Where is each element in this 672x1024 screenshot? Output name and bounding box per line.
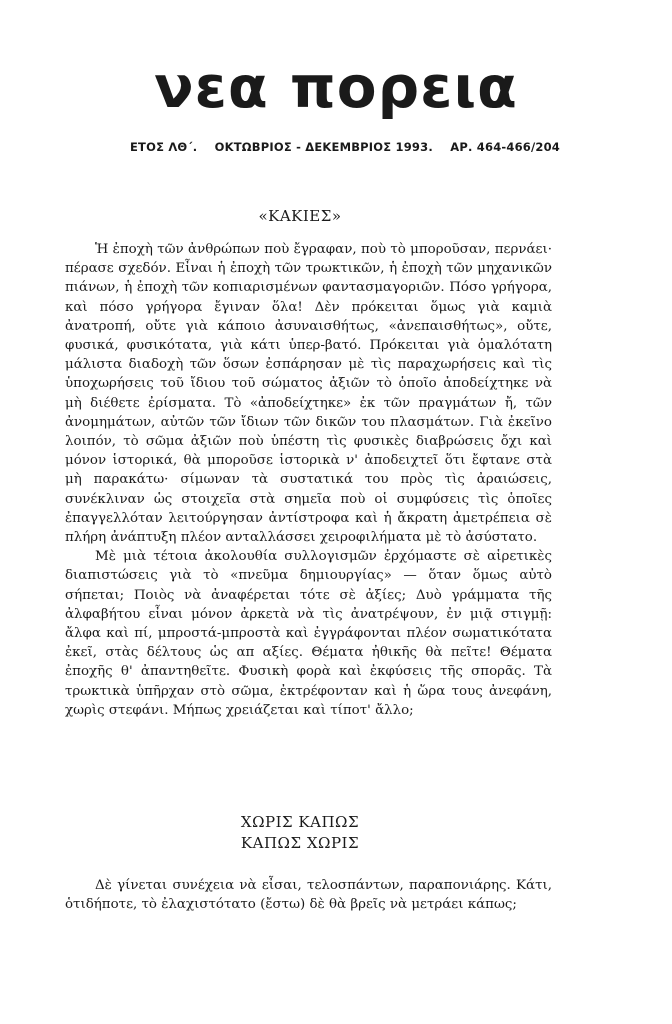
section-heading-line: ΧΩΡΙΣ ΚΑΠΩΣ <box>240 813 360 831</box>
section-body <box>65 876 552 914</box>
issue-number: ΑΡ. 464-466/204 <box>450 140 560 154</box>
issue-period: ΟΚΤΩΒΡΙΟΣ - ΔΕΚΕΜΒΡΙΟΣ 1993. <box>214 140 433 154</box>
section-heading-line: ΚΑΠΩΣ ΧΩΡΙΣ <box>240 834 360 852</box>
paragraph: Μὲ μιὰ τέτοια ἀκολουθία συλλογισμῶν ἐρχόμαστε σὲ αἱρετικὲς διαπιστώσεις γιὰ τὸ «πνεῦμα δημιουργίας» — ὅταν ὅμως αὐτὸ σήπεται; Ποιὸς νὰ ἀναφέρεται τότε σὲ ἀξίες; Δυὸ γράμματα τῆς ἀλφαβήτου εἶναι μόνον ἀρκετὰ νὰ τὶς ἀνατρέψουν, ἐν μιᾷ στιγμῇ: ἄλφα καὶ πί, μπροστά-μπροστὰ καὶ ἐγγράφονται πλέον σωματικότατα ἐκεῖ, στὰς δέλτους ὡς απ αξίες. Θέματα ἠθικῆς θὰ πεῖτε! Θέματα ἐποχῆς θ' ἀπαντηθεῖτε. Φυσικὴ φορὰ καὶ ἐκφύσεις τῆς σπορᾶς. Τὰ τρωκτικὰ ὑπῆρχαν στὸ σῶμα, ἐκτρέφονταν καὶ ἡ ὥρα τους ἀνεφάνη, χωρὶς στεφάνι. Μήπως χρειάζεται καὶ τίποτ' ἄλλο; <box>65 549 552 718</box>
paragraph: Δὲ γίνεται συνέχεια νὰ εἶσαι, τελοσπάντων, παραπονιάρης. Κάτι, ὁτιδήποτε, τὸ ἐλαχιστότατο (ἔστω) δὲ θὰ βρεῖς νὰ μετράει κάπως; <box>65 878 552 913</box>
paragraph: Ἡ ἐποχὴ τῶν ἀνθρώπων ποὺ ἔγραφαν, ποὺ τὸ μποροῦσαν, περνάει· πέρασε σχεδόν. Εἶναι ἡ ἐποχὴ τῶν τρωκτικῶν, ἡ ἐποχὴ τῶν μηχανικῶν πιάνων, ἡ ἐποχὴ τῶν κοπιαρισμένων φαντασμαγοριῶν. Πόσο γρήγορα, καὶ πόσο γρήγορα ἔγιναν ὅλα! Δὲν πρόκειται ὅμως γιὰ καμιὰ ἀνατροπή, οὔτε γιὰ κάποιο ἀσυναισθήτως, «ἀνεπαισθήτως», οὔτε, φυσικά, φυσικότατα, γιὰ κάτι ὑπερ-βατό. Πρόκειται γιὰ ὁμαλότατη μάλιστα διαδοχὴ τῶν ὅσων ἐσπάρησαν μὲ τὶς παραχωρήσεις καὶ τὶς ὑποχωρήσεις τοῦ ἴδιου τοῦ σώματος ἀξιῶν τὸ ὁποῖο ἀποδείχτηκε νὰ μὴ διέθετε ἐρίσματα. Τὸ «ἀποδείχτηκε» ἐκ τῶν πραγμάτων ἤ, τῶν ἀνομημάτων, αὐτῶν τῶν ἴδιων τῶν δικῶν του πλασμάτων. Γιὰ ἐκεῖνο λοιπόν, τὸ σῶμα ἀξιῶν ποὺ ὑπέστη τὶς φυσικὲς διαβρώσεις ὄχι καὶ μόνον ἱστορικά, θὰ μποροῦσε ἱστορικὰ ν' ἀποδειχτεῖ ὅτι ἔφτανε στὰ μὴ παρακάτω· σίμωναν τὰ συστατικά του πρὸς τὶς ἀραιώσεις, συνέκλιναν ὡς στοιχεῖα στὰ σημεῖα ποὺ οἱ συμφύσεις τὶς ὁποῖες ἐπαγγελλόταν λειτούργησαν ἀντίστροφα καὶ ἡ ἄκρατη ἀμετρέπεια σὲ πλήρη ἀνάπτυξη πλέον ανταλλάσσει χειροφιλήματα μὲ τὸ ἀσύστατο. <box>65 242 552 546</box>
article-title: «ΚΑΚΙΕΣ» <box>258 207 342 225</box>
issue-year: ΕΤΟΣ ΛΘ΄. <box>130 140 198 154</box>
section-heading <box>0 812 600 854</box>
journal-masthead: νεα πορεια <box>154 53 518 121</box>
article-body <box>65 240 552 720</box>
issue-info-line <box>130 140 560 154</box>
